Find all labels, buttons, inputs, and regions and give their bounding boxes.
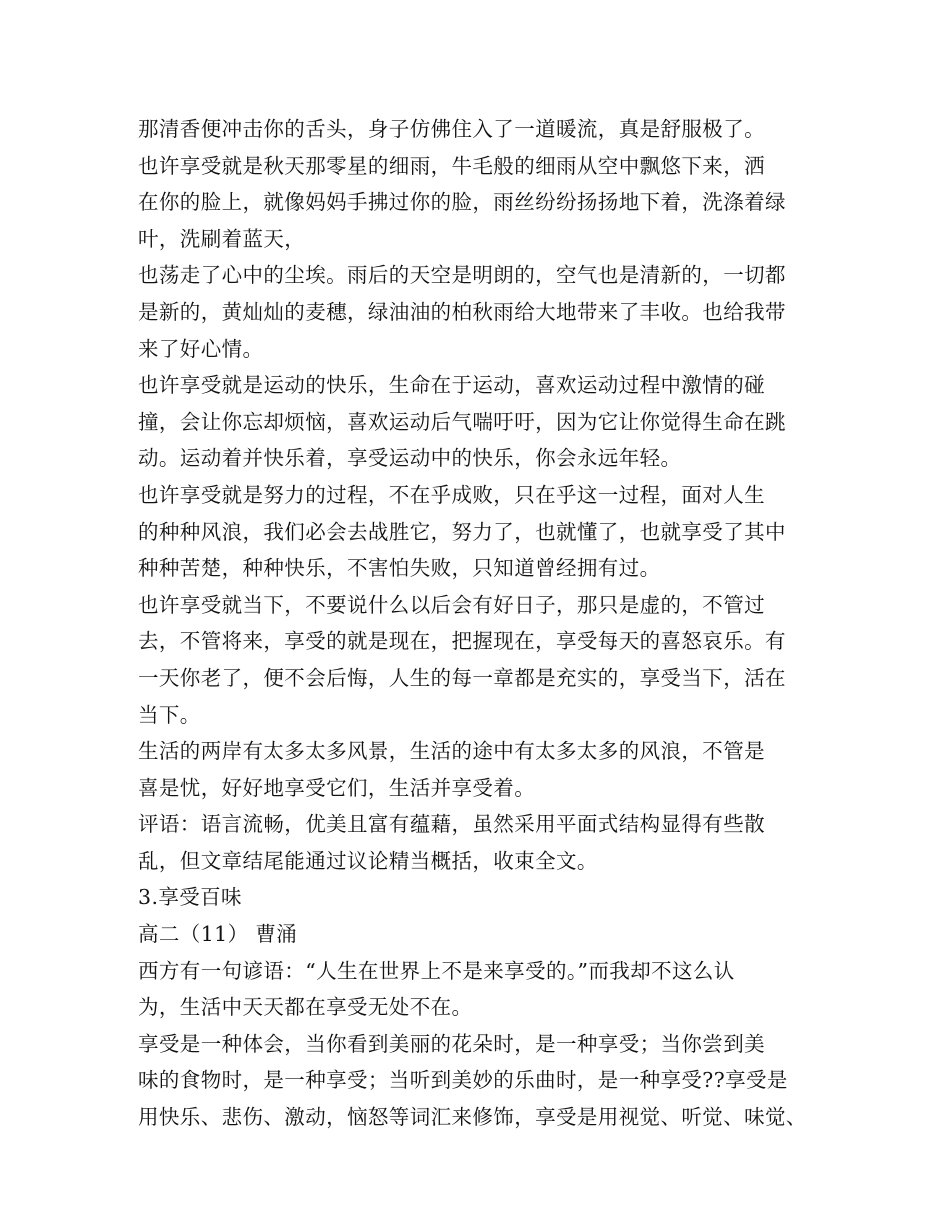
text-line: 当下。	[138, 702, 201, 727]
text-line: 也许享受就当下，不要说什么以后会有好日子，那只是虚的，不管过	[138, 592, 765, 617]
text-line: 生活的两岸有太多太多风景，生活的途中有太多太多的风浪，不管是	[138, 739, 765, 764]
text-line: 也许享受就是运动的快乐，生命在于运动，喜欢运动过程中激情的碰	[138, 373, 765, 398]
document-body	[138, 111, 828, 1136]
text-line: 的种种风浪，我们必会去战胜它，努力了，也就懂了，也就享受了其中	[138, 519, 786, 544]
author-line: 高二（11） 曹涌	[138, 922, 298, 947]
text-line: 撞，会让你忘却烦恼，喜欢运动后气喘吁吁，因为它让你觉得生命在跳	[138, 409, 786, 434]
text-line: 在你的脸上，就像妈妈手拂过你的脸，雨丝纷纷扬扬地下着，洗涤着绿	[138, 190, 786, 215]
text-line: 去，不管将来，享受的就是现在，把握现在，享受每天的喜怒哀乐。有	[138, 629, 786, 654]
text-line: 西方有一句谚语：“人生在世界上不是来享受的。”而我却不这么认	[138, 958, 735, 983]
text-line: 那清香便冲击你的舌头，身子仿佛住入了一道暖流，真是舒服极了。	[138, 117, 765, 141]
text-line: 用快乐、悲伤、激动，恼怒等词汇来修饰，享受是用视觉、听觉、味觉、	[138, 1105, 807, 1130]
text-line: 味的食物时，是一种享受；当听到美妙的乐曲时，是一种享受??享受是	[138, 1068, 788, 1093]
text-line: 种种苦楚，种种快乐，不害怕失败，只知道曾经拥有过。	[138, 556, 661, 581]
text-line: 享受是一种体会，当你看到美丽的花朵时，是一种享受；当你尝到美	[138, 1031, 765, 1056]
text-line: 一天你老了，便不会后悔，人生的每一章都是充实的，享受当下，活在	[138, 665, 786, 690]
text-line: 评语：语言流畅，优美且富有蕴藉，虽然采用平面式结构显得有些散	[138, 812, 765, 837]
text-line: 是新的，黄灿灿的麦穗，绿油油的柏秋雨给大地带来了丰收。也给我带	[138, 299, 786, 324]
text-line: 也许享受就是秋天那零星的细雨，牛毛般的细雨从空中飘悠下来，洒	[138, 153, 765, 178]
text-line: 动。运动着并快乐着，享受运动中的快乐，你会永远年轻。	[138, 446, 682, 471]
section-heading: 3.享受百味	[138, 885, 242, 910]
text-line: 喜是忧，好好地享受它们，生活并享受着。	[138, 775, 536, 800]
text-line: 为，生活中天天都在享受无处不在。	[138, 995, 473, 1020]
text-line: 来了好心情。	[138, 336, 264, 361]
text-line: 也荡走了心中的尘埃。雨后的天空是明朗的，空气也是清新的，一切都	[138, 263, 786, 288]
text-line: 也许享受就是努力的过程，不在乎成败，只在乎这一过程，面对人生	[138, 482, 765, 507]
text-line: 乱，但文章结尾能通过议论精当概括，收束全文。	[138, 848, 598, 873]
text-line: 叶，洗刷着蓝天，	[138, 226, 306, 251]
